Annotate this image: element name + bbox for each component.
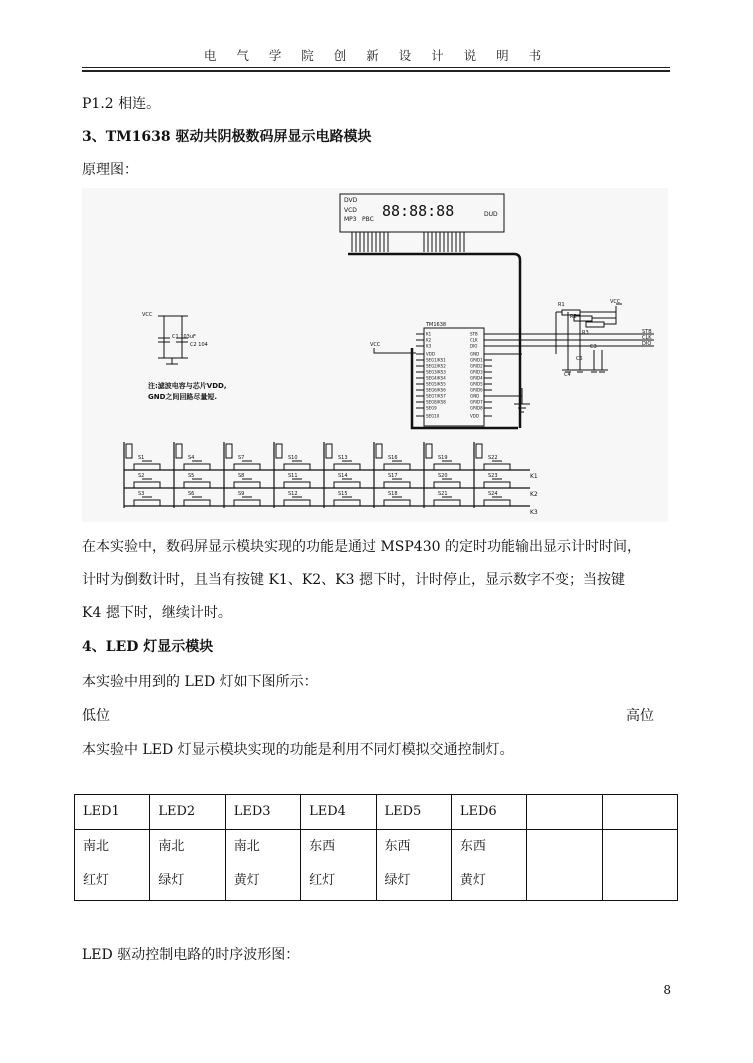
label-low-bit: 低位 [82, 708, 110, 724]
table-cell [602, 795, 677, 830]
net-dio: DIO [642, 341, 652, 347]
table-cell [301, 830, 376, 901]
chip-pin-right: GRID8 [470, 405, 483, 411]
key-switch [184, 455, 210, 470]
switch-label: S22 [488, 455, 498, 461]
cell-direction [611, 830, 677, 864]
display-label-mp3: MP3 [344, 216, 357, 223]
vcc-left: VCC [142, 312, 153, 318]
chip-pin-left: K2 [426, 337, 432, 343]
page-header-title: 电 气 学 院 创 新 设 计 说 明 书 [203, 48, 550, 63]
description-line-1: 在本实验中，数码屏显示模块实现的功能是通过 MSP430 的定时功能输出显示计时时间， [82, 539, 641, 555]
chip-pin-right: STB [470, 331, 478, 337]
switch-label: S3 [138, 491, 145, 497]
cell-color: 红灯 [309, 873, 336, 888]
table-cell: LED4 [301, 795, 376, 830]
key-switch [134, 473, 160, 488]
chip-pin-right: GRID7 [470, 399, 483, 405]
cell-direction [535, 830, 601, 864]
switch-label: S15 [338, 491, 348, 497]
cap-small-c3: C3 [590, 344, 597, 350]
chip-pin-right: GRID1 [470, 357, 483, 363]
diode [426, 444, 432, 458]
key-switch [434, 455, 460, 470]
switch-label: S14 [338, 473, 348, 479]
key-switch [184, 491, 210, 506]
table-cell [527, 795, 602, 830]
switch-label: S8 [238, 473, 245, 479]
page-number: 8 [663, 983, 671, 997]
table-cell [225, 830, 300, 901]
note-line-2: GND之间回路尽量短. [148, 393, 218, 401]
diode [326, 444, 332, 458]
table-cell: LED3 [225, 795, 300, 830]
chip-pin-right: GRID3 [470, 369, 483, 375]
table-cell [602, 830, 677, 901]
diode [176, 444, 182, 458]
cell-color: 黄灯 [233, 873, 260, 888]
key-switch [484, 455, 510, 470]
chip-pin-left: SEG9 [426, 405, 437, 411]
cell-direction: 南北 [233, 839, 260, 854]
chip-pin-right: GRID2 [470, 363, 483, 369]
table-cell: LED5 [376, 795, 451, 830]
key-switch [334, 455, 360, 470]
display-label-vcd: VCD [344, 207, 357, 214]
switch-label: S5 [188, 473, 195, 479]
schematic-caption: 原理图： [82, 162, 138, 178]
table-row [75, 830, 678, 901]
chip-pin-left: SEG5/KS5 [426, 381, 446, 387]
led-intro: 本实验中用到的 LED 灯如下图所示： [82, 674, 318, 690]
cell-color [535, 864, 601, 898]
key-switch [284, 455, 310, 470]
table-cell [376, 830, 451, 901]
net-stb: STB [642, 329, 652, 335]
display-label-pbc: PBC [362, 216, 374, 223]
vcc-chip: VCC [370, 342, 381, 348]
key-switch [134, 491, 160, 506]
key-switch [134, 455, 160, 470]
switch-label: S19 [438, 455, 448, 461]
diode [476, 444, 482, 458]
key-k3: K3 [530, 509, 538, 516]
chip-pin-right: CLK [470, 337, 478, 343]
vcc-right: VCC [610, 299, 621, 305]
switch-label: S23 [488, 473, 498, 479]
cell-direction: 东西 [384, 839, 411, 854]
diode [376, 444, 382, 458]
res-r1: R1 [558, 302, 565, 308]
res-r3: R3 [582, 330, 589, 336]
key-switch [184, 473, 210, 488]
switch-label: S24 [488, 491, 498, 497]
chip-pin-right: VDD [470, 413, 479, 419]
cell-color: 黄灯 [459, 873, 486, 888]
switch-label: S21 [438, 491, 448, 497]
key-switch [234, 473, 260, 488]
table-cell [451, 830, 526, 901]
chip-pin-right: GRID5 [470, 381, 483, 387]
chip-pin-left: SEG10 [426, 413, 440, 419]
table-cell: LED1 [75, 795, 150, 830]
switch-label: S10 [288, 455, 298, 461]
cell-color: 绿灯 [158, 873, 185, 888]
switch-label: S12 [288, 491, 298, 497]
cap-c2: C2 104 [190, 342, 208, 348]
led-table [74, 794, 678, 901]
cell-color [611, 864, 677, 898]
key-switch [334, 491, 360, 506]
switch-label: S13 [338, 455, 348, 461]
chip-pin-right: GND [470, 393, 480, 399]
cap-c1: C1 103uF [172, 334, 196, 340]
chip-pin-left: VDD [426, 351, 435, 357]
section-heading-4: 4、LED 灯显示模块 [82, 639, 214, 655]
chip-pin-left: SEG8/KS8 [426, 399, 446, 405]
switch-label: S2 [138, 473, 145, 479]
paragraph-connect: P1.2 相连。 [82, 96, 161, 112]
cell-direction: 南北 [158, 839, 185, 854]
display-digits: 88:88:88 [382, 202, 455, 220]
chip-pin-right: GND [470, 351, 480, 357]
switch-label: S20 [438, 473, 448, 479]
display-label-dvd: DVD [344, 197, 358, 204]
key-switch [484, 491, 510, 506]
switch-label: S16 [388, 455, 398, 461]
chip-pin-left: SEG7/KS7 [426, 393, 446, 399]
description-line-2: 计时为倒数计时，且当有按键 K1、K2、K3 摁下时，计时停止，显示数字不变；当按键 [82, 572, 625, 588]
key-k1: K1 [530, 473, 538, 480]
chip-pin-left: K3 [426, 343, 432, 349]
key-switch [284, 473, 310, 488]
key-switch [234, 491, 260, 506]
description-line-3: K4 摁下时，继续计时。 [82, 605, 232, 621]
switch-label: S17 [388, 473, 398, 479]
chip-pin-left: SEG2/KS2 [426, 363, 446, 369]
chip-pin-left: SEG1/KS1 [426, 357, 446, 363]
chip-pin-right: DIO [470, 343, 478, 349]
cell-color: 绿灯 [384, 873, 411, 888]
diode [126, 444, 132, 458]
chip-pin-left: SEG4/KS4 [426, 375, 446, 381]
cell-direction: 东西 [459, 839, 486, 854]
cell-direction: 南北 [83, 839, 110, 854]
cap-small-c5: C5 [576, 356, 583, 362]
key-switch [384, 455, 410, 470]
chip-pin-right: GRID6 [470, 387, 483, 393]
table-cell [527, 830, 602, 901]
table-row [75, 795, 678, 830]
chip-pin-left: SEG3/KS3 [426, 369, 446, 375]
table-cell [75, 830, 150, 901]
header-rule-thick [82, 70, 670, 72]
section-heading-3: 3、TM1638 驱动共阴极数码屏显示电路模块 [82, 129, 372, 145]
key-switch [284, 491, 310, 506]
chip-pin-right: GRID4 [470, 375, 483, 381]
switch-label: S6 [188, 491, 195, 497]
key-switch [434, 491, 460, 506]
led-function: 本实验中 LED 灯显示模块实现的功能是利用不同灯模拟交通控制灯。 [82, 742, 514, 758]
display-label-dud: DUD [484, 211, 498, 218]
diode [226, 444, 232, 458]
chip-name: TM1638 [426, 322, 447, 328]
circuit-schematic [82, 188, 668, 522]
header-rule [82, 67, 670, 68]
key-switch [384, 491, 410, 506]
key-switch [384, 473, 410, 488]
cell-color: 红灯 [83, 873, 110, 888]
table-cell: LED2 [150, 795, 225, 830]
switch-label: S9 [238, 491, 245, 497]
net-clk: CLK [642, 335, 652, 341]
switch-label: S4 [188, 455, 195, 461]
cap-small-c4: C4 [564, 372, 571, 378]
key-k2: K2 [530, 491, 538, 498]
timing-caption: LED 驱动控制电路的时序波形图： [82, 947, 300, 963]
switch-label: S11 [288, 473, 298, 479]
chip-pin-left: SEG6/KS6 [426, 387, 446, 393]
cell-direction: 东西 [309, 839, 336, 854]
key-switch [434, 473, 460, 488]
chip-pin-left: K1 [426, 331, 432, 337]
diode [276, 444, 282, 458]
switch-label: S18 [388, 491, 398, 497]
switch-label: S7 [238, 455, 245, 461]
label-high-bit: 高位 [626, 708, 654, 724]
table-cell [150, 830, 225, 901]
table-cell: LED6 [451, 795, 526, 830]
res-r2: R2 [570, 314, 577, 320]
key-switch [234, 455, 260, 470]
key-switch [334, 473, 360, 488]
key-switch [484, 473, 510, 488]
switch-label: S1 [138, 455, 145, 461]
note-line-1: 注:滤波电容与芯片VDD, [148, 382, 227, 390]
